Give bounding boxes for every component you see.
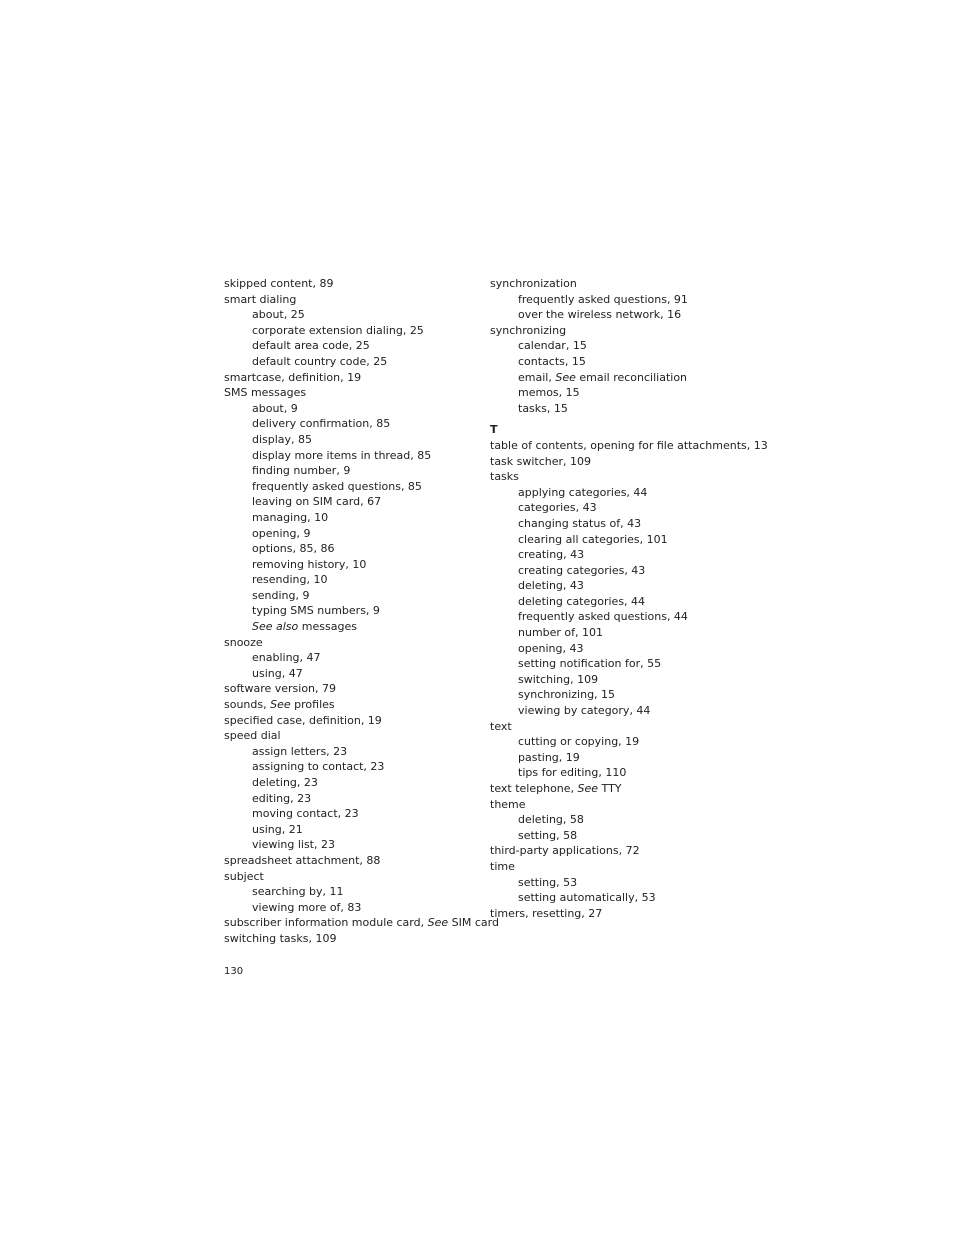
index-entry xyxy=(490,276,770,292)
entry-text: T xyxy=(490,423,498,437)
index-subentry xyxy=(224,744,484,760)
index-entry xyxy=(224,292,484,308)
index-entry xyxy=(224,276,484,292)
see-target: email reconciliation xyxy=(575,370,688,384)
entry-text: enabling, 47 xyxy=(252,651,321,665)
index-subentry xyxy=(490,687,770,703)
index-subentry xyxy=(490,641,770,657)
see-reference: See xyxy=(427,916,449,930)
index-subentry xyxy=(224,494,484,510)
entry-text: typing SMS numbers, 9 xyxy=(252,604,380,618)
see-reference: See xyxy=(270,698,291,712)
entry-text: synchronizing, 15 xyxy=(518,688,616,702)
entry-text: setting, 53 xyxy=(518,875,578,889)
index-subentry xyxy=(224,650,484,666)
entry-text: about, 25 xyxy=(252,308,305,322)
index-entry xyxy=(224,370,484,386)
index-entry xyxy=(490,859,770,875)
index-entry xyxy=(490,843,770,859)
entry-text: email, xyxy=(518,370,556,384)
entry-text: software version, 79 xyxy=(224,682,337,696)
index-subentry xyxy=(490,594,770,610)
index-subentry xyxy=(224,338,484,354)
index-entry xyxy=(490,454,770,470)
entry-text: specified case, definition, 19 xyxy=(224,713,382,727)
index-subentry xyxy=(224,884,484,900)
index-subentry xyxy=(224,463,484,479)
index-entry xyxy=(490,906,770,922)
index-subentry xyxy=(490,656,770,672)
index-column-right xyxy=(490,276,770,921)
entry-text: text telephone, xyxy=(490,782,578,795)
index-subentry xyxy=(490,765,770,781)
entry-text: deleting, 43 xyxy=(518,579,584,593)
see-target: profiles xyxy=(290,698,335,712)
index-subentry xyxy=(490,563,770,579)
index-letter-heading xyxy=(490,422,770,438)
index-subentry xyxy=(490,672,770,688)
entry-text: time xyxy=(490,859,515,873)
entry-text: display, 85 xyxy=(252,432,313,446)
index-entry xyxy=(224,635,484,651)
index-subentry xyxy=(224,557,484,573)
index-subentry xyxy=(490,875,770,891)
index-subentry xyxy=(490,578,770,594)
entry-text: default area code, 25 xyxy=(252,339,370,353)
index-subentry xyxy=(224,666,484,682)
entry-text: tasks, 15 xyxy=(518,401,568,415)
index-subentry xyxy=(224,401,484,417)
index-subentry xyxy=(490,338,770,354)
index-subentry xyxy=(490,532,770,548)
entry-text: deleting, 58 xyxy=(518,813,584,827)
index-subentry xyxy=(490,485,770,501)
entry-text: synchronization xyxy=(490,277,577,290)
index-entry xyxy=(224,728,484,744)
entry-text: creating, 43 xyxy=(518,548,585,562)
entry-text: searching by, 11 xyxy=(252,885,344,899)
index-entry xyxy=(490,438,770,454)
index-subentry xyxy=(490,354,770,370)
entry-text: editing, 23 xyxy=(252,791,312,805)
see-reference: See xyxy=(555,370,576,384)
index-subentry xyxy=(224,416,484,432)
entry-text: snooze xyxy=(224,635,263,649)
index-entry xyxy=(224,681,484,697)
index-subentry xyxy=(224,900,484,916)
index-subentry xyxy=(490,890,770,906)
entry-text: leaving on SIM card, 67 xyxy=(252,495,382,509)
entry-text: task switcher, 109 xyxy=(490,454,592,468)
index-subentry xyxy=(224,479,484,495)
index-subentry xyxy=(490,385,770,401)
entry-text: setting, 58 xyxy=(518,828,578,842)
index-subentry xyxy=(490,734,770,750)
entry-text: deleting categories, 44 xyxy=(518,594,646,608)
entry-text: over the wireless network, 16 xyxy=(518,308,682,322)
index-subentry xyxy=(490,547,770,563)
entry-text: speed dial xyxy=(224,729,281,743)
entry-text: subject xyxy=(224,869,264,883)
entry-text: switching tasks, 109 xyxy=(224,931,337,945)
entry-text: changing status of, 43 xyxy=(518,516,642,530)
entry-text: using, 47 xyxy=(252,666,303,680)
index-subentry xyxy=(224,588,484,604)
index-subentry xyxy=(490,703,770,719)
see-target: messages xyxy=(298,620,357,634)
entry-text: deleting, 23 xyxy=(252,776,318,789)
see-reference: See also xyxy=(252,620,299,634)
entry-text: opening, 9 xyxy=(252,526,311,540)
index-entry xyxy=(224,713,484,729)
entry-text: applying categories, 44 xyxy=(518,485,648,499)
entry-text: viewing by category, 44 xyxy=(518,704,651,718)
see-target: TTY xyxy=(598,782,622,795)
entry-text: categories, 43 xyxy=(518,501,597,515)
index-subentry xyxy=(490,609,770,625)
entry-text: managing, 10 xyxy=(252,510,329,524)
entry-text: SMS messages xyxy=(224,386,307,400)
entry-text: cutting or copying, 19 xyxy=(518,735,640,749)
index-entry xyxy=(490,719,770,735)
entry-text: corporate extension dialing, 25 xyxy=(252,323,424,337)
entry-text: finding number, 9 xyxy=(252,464,351,478)
index-subentry xyxy=(490,292,770,308)
index-subentry xyxy=(224,837,484,853)
entry-text: clearing all categories, 101 xyxy=(518,532,668,546)
entry-text: options, 85, 86 xyxy=(252,542,335,556)
index-subentry xyxy=(490,828,770,844)
index-subentry xyxy=(224,354,484,370)
index-subentry xyxy=(224,775,484,791)
entry-text: sounds, xyxy=(224,698,271,712)
index-subentry xyxy=(490,307,770,323)
entry-text: frequently asked questions, 44 xyxy=(518,610,688,624)
entry-text: delivery confirmation, 85 xyxy=(252,417,391,431)
entry-text: viewing list, 23 xyxy=(252,838,335,852)
index-subentry xyxy=(224,619,484,635)
index-subentry xyxy=(490,812,770,828)
index-subentry xyxy=(224,448,484,464)
index-entry xyxy=(490,469,770,485)
index-entry xyxy=(224,697,484,713)
entry-text: spreadsheet attachment, 88 xyxy=(224,853,381,867)
entry-text: viewing more of, 83 xyxy=(252,900,362,914)
entry-text: sending, 9 xyxy=(252,588,310,602)
index-subentry xyxy=(224,822,484,838)
page-number: 130 xyxy=(224,966,244,977)
entry-text: synchronizing xyxy=(490,323,567,337)
index-subentry xyxy=(224,572,484,588)
entry-text: third-party applications, 72 xyxy=(490,844,640,858)
entry-text: creating categories, 43 xyxy=(518,563,646,577)
entry-text: contacts, 15 xyxy=(518,354,586,368)
entry-text: timers, resetting, 27 xyxy=(490,906,603,920)
index-subentry xyxy=(490,750,770,766)
entry-text: number of, 101 xyxy=(518,626,604,640)
entry-text: frequently asked questions, 85 xyxy=(252,479,422,493)
index-entry xyxy=(224,931,484,947)
entry-text: calendar, 15 xyxy=(518,339,587,353)
entry-text: frequently asked questions, 91 xyxy=(518,292,688,306)
index-subentry xyxy=(224,510,484,526)
index-subentry xyxy=(490,516,770,532)
see-target: SIM card xyxy=(448,916,499,930)
index-subentry xyxy=(224,791,484,807)
entry-text: moving contact, 23 xyxy=(252,807,359,821)
index-entry xyxy=(490,323,770,339)
index-subentry xyxy=(490,401,770,417)
entry-text: removing history, 10 xyxy=(252,557,367,571)
entry-text: memos, 15 xyxy=(518,386,580,400)
entry-text: setting automatically, 53 xyxy=(518,891,656,905)
entry-text: theme xyxy=(490,797,526,811)
entry-text: about, 9 xyxy=(252,401,298,415)
index-subentry xyxy=(224,759,484,775)
entry-text: subscriber information module card, xyxy=(224,916,428,930)
entry-text: assign letters, 23 xyxy=(252,744,348,758)
entry-text: switching, 109 xyxy=(518,672,599,686)
index-subentry xyxy=(224,307,484,323)
index-entry xyxy=(224,915,499,931)
index-subentry xyxy=(224,432,484,448)
entry-text: tasks xyxy=(490,470,519,484)
index-subentry xyxy=(224,541,484,557)
entry-text: display more items in thread, 85 xyxy=(252,448,432,462)
entry-text: setting notification for, 55 xyxy=(518,657,662,671)
entry-text: text xyxy=(490,719,512,733)
see-reference: See xyxy=(577,782,599,795)
index-subentry xyxy=(224,323,484,339)
entry-text: resending, 10 xyxy=(252,573,328,587)
entry-text: tips for editing, 110 xyxy=(518,766,627,780)
entry-text: default country code, 25 xyxy=(252,354,388,368)
index-subentry xyxy=(490,370,770,386)
entry-text: pasting, 19 xyxy=(518,750,580,764)
index-entry xyxy=(490,797,770,813)
entry-text: table of contents, opening for file attachments, 13 xyxy=(490,438,768,452)
index-subentry xyxy=(224,806,484,822)
entry-text: smartcase, definition, 19 xyxy=(224,370,362,384)
index-subentry xyxy=(224,603,484,619)
index-entry xyxy=(224,385,484,401)
entry-text: smart dialing xyxy=(224,292,297,306)
entry-text: using, 21 xyxy=(252,822,303,836)
index-subentry xyxy=(490,500,770,516)
index-entry xyxy=(490,781,770,797)
index-column-left xyxy=(224,276,499,947)
index-entry xyxy=(224,853,484,869)
index-entry xyxy=(224,869,484,885)
index-subentry xyxy=(490,625,770,641)
index-subentry xyxy=(224,526,484,542)
entry-text: skipped content, 89 xyxy=(224,277,334,290)
entry-text: opening, 43 xyxy=(518,641,584,655)
entry-text: assigning to contact, 23 xyxy=(252,760,385,774)
